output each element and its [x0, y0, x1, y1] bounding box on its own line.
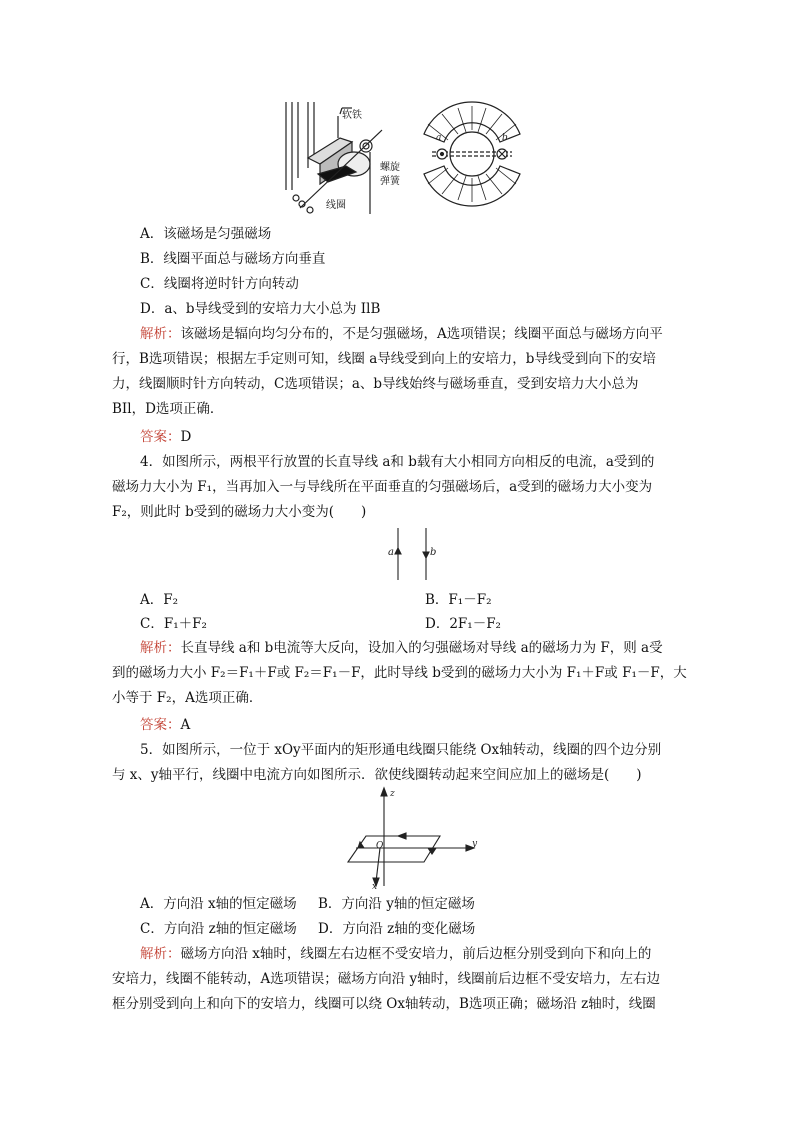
label-spring-1: 螺旋	[380, 162, 400, 173]
galvanometer-figure	[280, 98, 540, 216]
q4-option-a: A．F₂	[140, 592, 179, 608]
q5-stem-line-1: 5．如图所示，一位于 xOy平面内的矩形通电线圈只能绕 Ox轴转动，线圈的四个边分别	[140, 742, 662, 758]
label-coil: 线圈	[326, 200, 346, 211]
wire-a-label: a	[388, 547, 394, 558]
q4-stem-line-1: 4．如图所示，两根平行放置的长直导线 a和 b载有大小相同方向相反的电流，a受到的	[140, 454, 655, 470]
q4-analysis-label: 解析：	[140, 640, 181, 656]
q5-option-b: B．方向沿 y轴的恒定磁场	[318, 896, 475, 912]
parallel-wires-figure	[384, 528, 440, 580]
q4-analysis-line-3: 小等于 F₂，A选项正确．	[112, 690, 263, 706]
q4-stem-line-3: F₂，则此时 b受到的磁场力大小变为( )	[112, 504, 367, 520]
q5-analysis-label: 解析：	[140, 946, 181, 962]
q4-analysis-line-2: 到的磁场力大小 F₂＝F₁＋F或 F₂＝F₁－F，此时导线 b受到的磁场力大小为 F₁＋F或 F₁－F，大	[112, 665, 687, 681]
q4-analysis-text-1: 长直导线 a和 b电流等大反向，设加入的匀强磁场对导线 a的磁场力为 F，则 a受	[180, 640, 663, 656]
q3-option-d: D．a、b导线受到的安培力大小总为 IlB	[140, 301, 381, 317]
coil-axes-figure	[336, 786, 486, 890]
axis-z-label: z	[390, 789, 395, 799]
q3-answer	[140, 427, 191, 447]
q4-answer-value: A	[180, 717, 191, 733]
q5-option-a: A．方向沿 x轴的恒定磁场	[140, 896, 297, 912]
q4-analysis-line-1	[140, 638, 663, 658]
q5-option-c: C．方向沿 z轴的恒定磁场	[140, 921, 297, 937]
q4-stem-line-2: 磁场力大小为 F₁，当再加入一与导线所在平面垂直的匀强磁场后，a受到的磁场力大小变为	[112, 479, 653, 495]
label-b: b	[502, 133, 508, 143]
q3-answer-value: D	[180, 429, 192, 445]
q5-analysis-line-2: 安培力，线圈不能转动，A选项错误；磁场方向沿 y轴时，线圈前后边框不受安培力，左右边	[112, 971, 661, 987]
q3-analysis-line-1	[140, 324, 663, 344]
axis-y-label: y	[472, 839, 478, 849]
q5-analysis-text-1: 磁场方向沿 x轴时，线圈左右边框不受安培力，前后边框分别受到向下和向上的	[180, 946, 652, 962]
q5-analysis-line-3: 框分别受到向上和向下的安培力，线圈可以绕 Ox轴转动，B选项正确；磁场沿 z轴时，线圈	[112, 996, 656, 1012]
q3-analysis-text-1: 该磁场是辐向均匀分布的，不是匀强磁场，A选项错误；线圈平面总与磁场方向平	[180, 326, 663, 342]
axis-x-label: x	[372, 882, 378, 890]
q3-analysis-line-4: BIl，D选项正确．	[112, 401, 224, 417]
label-soft-iron: 软铁	[342, 110, 362, 121]
q3-option-a: A．该磁场是匀强磁场	[140, 226, 272, 242]
q4-answer-label: 答案：	[140, 717, 181, 733]
wire-b-label: b	[430, 547, 437, 558]
q5-option-d: D．方向沿 z轴的变化磁场	[318, 921, 476, 937]
origin-label: O	[376, 841, 384, 851]
label-a: a	[436, 133, 442, 143]
q3-analysis-line-2: 行，B选项错误；根据左手定则可知，线圈 a导线受到向上的安培力，b导线受到向下的安培	[112, 351, 656, 367]
q3-analysis-label: 解析：	[140, 326, 181, 342]
q3-option-c: C．线圈将逆时针方向转动	[140, 276, 299, 292]
q5-stem-line-2: 与 x、y轴平行，线圈中电流方向如图所示．欲使线圈转动起来空间应加上的磁场是( )	[112, 767, 642, 783]
q4-option-b: B．F₁－F₂	[425, 592, 492, 608]
q5-analysis-line-1	[140, 944, 651, 964]
label-spring-2: 弹簧	[380, 176, 400, 187]
q3-answer-label: 答案：	[140, 429, 181, 445]
q4-option-d: D．2F₁－F₂	[425, 616, 501, 632]
q4-option-c: C．F₁＋F₂	[140, 616, 207, 632]
q3-option-b: B．线圈平面总与磁场方向垂直	[140, 251, 326, 267]
q4-answer	[140, 715, 190, 735]
q3-analysis-line-3: 力，线圈顺时针方向转动，C选项错误；a、b导线始终与磁场垂直，受到安培力大小总为	[112, 376, 639, 392]
